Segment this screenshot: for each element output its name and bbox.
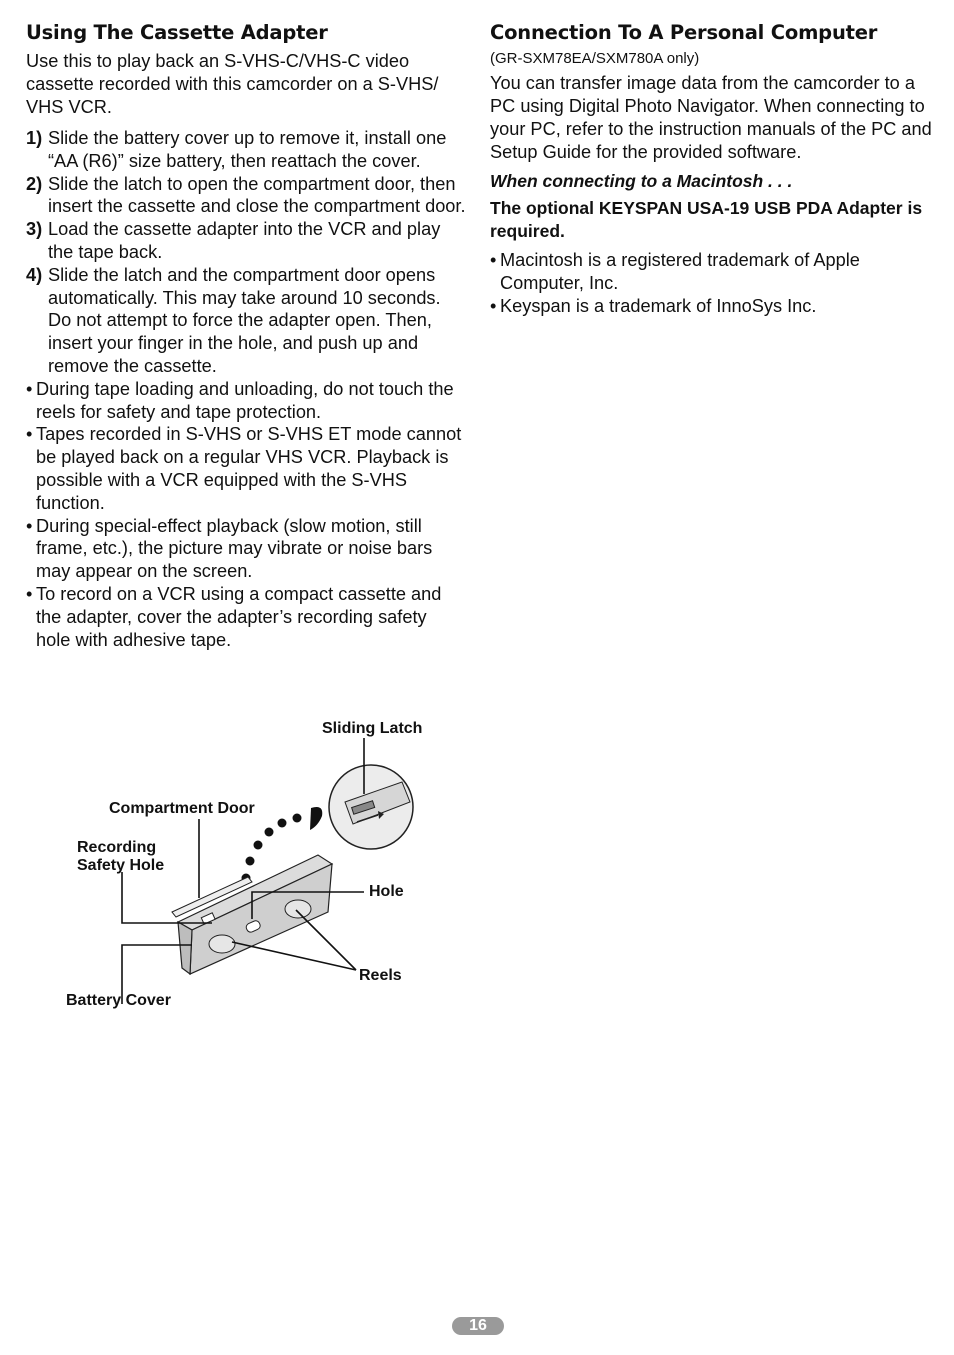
bullet-text: Keyspan is a trademark of InnoSys Inc.	[500, 295, 817, 316]
trademark-bullet	[490, 249, 935, 295]
step-text: Load the cassette adapter into the VCR and play the tape back.	[48, 219, 441, 262]
latch-magnifier	[329, 765, 413, 849]
step-text: Slide the latch and the compartment door opens automatically. This may take around 10 seconds. Do not attempt to force the adapter open. Then, insert your finger in the hole, and push up and remove the cassette.	[48, 264, 441, 376]
cassette-intro: Use this to play back an S-VHS-C/VHS-C video cassette recorded with this camcorder on a S-VHS/ VHS VCR.	[26, 51, 439, 117]
trademark-bullet	[490, 295, 935, 318]
section-title-pc-connection: Connection To A Personal Computer	[490, 21, 878, 44]
bullet-marker: •	[490, 250, 497, 270]
step-text: Slide the battery cover up to remove it, install one “AA (R6)” size battery, then reattach the cover.	[48, 128, 447, 171]
step-item	[26, 264, 466, 378]
step-text: Slide the latch to open the compartment door, then insert the cassette and close the compartment door.	[48, 173, 466, 217]
section-title-cassette-adapter: Using The Cassette Adapter	[26, 21, 328, 44]
step-number: 1)	[26, 128, 43, 148]
bullet-marker: •	[26, 424, 33, 445]
note-bullet	[26, 423, 466, 514]
keyspan-requirement: The optional KEYSPAN USA-19 USB PDA Adapter is required.	[490, 198, 923, 241]
step-number: 2)	[26, 173, 43, 194]
step-number: 4)	[26, 264, 43, 285]
right-column	[490, 18, 935, 317]
note-bullet	[26, 583, 466, 651]
label-hole: Hole	[369, 883, 404, 900]
macintosh-heading: When connecting to a Macintosh . . .	[490, 171, 793, 191]
note-bullet	[26, 515, 466, 583]
model-note: (GR-SXM78EA/SXM780A only)	[490, 50, 700, 67]
label-battery-cover: Battery Cover	[66, 992, 171, 1009]
label-compartment-door: Compartment Door	[109, 800, 255, 817]
bullet-text: Tapes recorded in S-VHS or S-VHS ET mode cannot be played back on a regular VHS VCR. Playback is possible with a VCR equipped with the S-VHS function.	[36, 424, 462, 513]
label-sliding-latch: Sliding Latch	[322, 720, 423, 737]
bullet-marker: •	[26, 583, 33, 604]
label-reels: Reels	[359, 967, 402, 984]
bullet-marker: •	[490, 295, 497, 316]
left-column	[26, 18, 466, 651]
pc-intro: You can transfer image data from the camcorder to a PC using Digital Photo Navigator. When connecting to your PC, refer to the instruction manuals of the PC and Setup Guide for the provided software.	[490, 73, 932, 162]
bullet-marker: •	[26, 378, 33, 399]
step-number: 3)	[26, 219, 43, 240]
bullet-text: During special-effect playback (slow motion, still frame, etc.), the picture may vibrate or noise bars may appear on the screen.	[36, 515, 433, 582]
step-item	[26, 218, 466, 264]
label-recording-safety-hole-line2: Safety Hole	[77, 857, 165, 874]
bullet-text: During tape loading and unloading, do not touch the reels for safety and tape protection.	[36, 378, 454, 422]
step-item	[26, 173, 466, 219]
bullet-marker: •	[26, 515, 33, 536]
page-number: 16	[452, 1317, 504, 1335]
bullet-text: To record on a VCR using a compact cassette and the adapter, cover the adapter’s recording safety hole with adhesive tape.	[36, 583, 442, 650]
label-recording-safety-hole-line1: Recording	[77, 839, 157, 856]
note-bullet	[26, 378, 466, 424]
step-item	[26, 127, 466, 173]
cassette-adapter-illustration	[60, 712, 460, 1022]
bullet-text: Macintosh is a registered trademark of Apple Computer, Inc.	[500, 250, 860, 293]
